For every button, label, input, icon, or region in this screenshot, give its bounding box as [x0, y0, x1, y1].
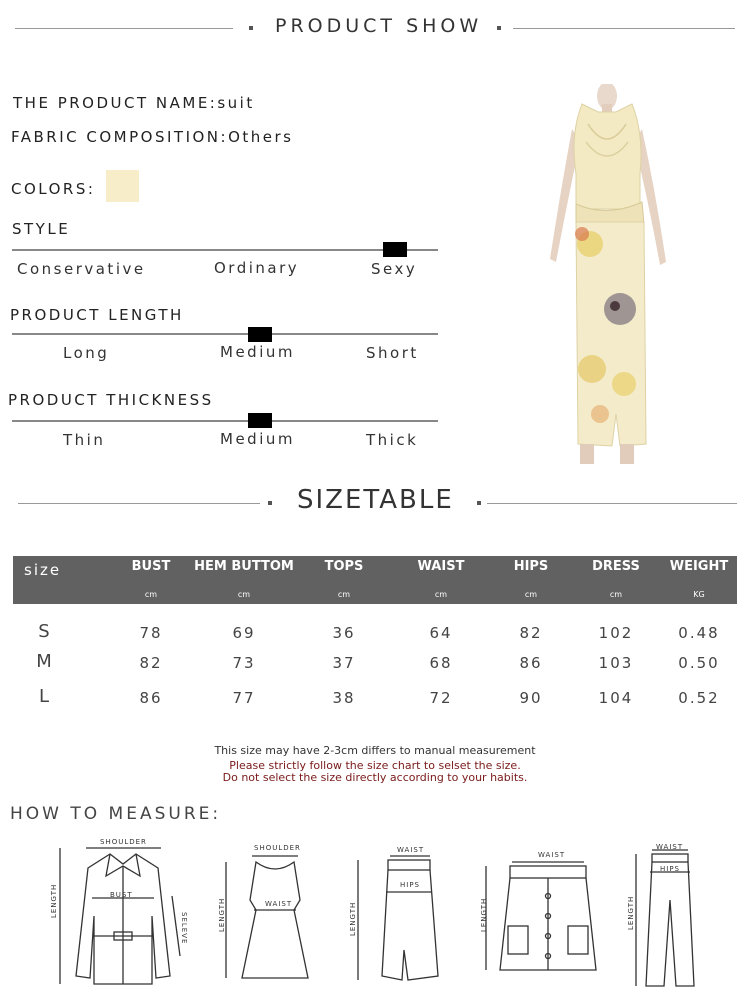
- label-shoulder: SHOULDER: [100, 838, 147, 846]
- trousers-figure: [624, 840, 724, 992]
- unit-dress: cm: [609, 590, 623, 599]
- cell: 38: [332, 689, 356, 707]
- cell: 0.52: [678, 689, 720, 707]
- thickness-option-medium: Medium: [220, 430, 295, 448]
- cell: 90: [519, 689, 543, 707]
- thickness-option-thick: Thick: [366, 431, 419, 449]
- unit-waist: cm: [434, 590, 448, 599]
- cell: 103: [598, 654, 634, 672]
- col-tops: TOPS: [324, 559, 364, 574]
- fabric-label: FABRIC COMPOSITION:: [11, 128, 229, 146]
- unit-bust: cm: [144, 590, 158, 599]
- warning-note-1: Please strictly follow the size chart to selset the size.: [229, 759, 521, 772]
- sizetable-title: SIZETABLE: [297, 485, 454, 515]
- length-slider-track: [12, 333, 438, 335]
- thickness-slider-knob[interactable]: [248, 413, 272, 428]
- sizetable-rule-left: [18, 503, 260, 504]
- cell: 82: [519, 624, 543, 642]
- col-hips: HIPS: [513, 559, 549, 574]
- cell: 37: [332, 654, 356, 672]
- cell: 72: [429, 689, 453, 707]
- cell: 36: [332, 624, 356, 642]
- measurement-note: This size may have 2-3cm differs to manual measurement: [214, 744, 536, 757]
- style-option-ordinary: Ordinary: [214, 259, 300, 277]
- thickness-label: PRODUCT THICKNESS: [8, 391, 214, 409]
- how-to-measure-title: HOW TO MEASURE:: [10, 804, 222, 824]
- header-bullet-left: [249, 26, 253, 30]
- col-waist: WAIST: [417, 559, 465, 574]
- jacket-drawing: [48, 836, 198, 996]
- label-length: LENGTH: [50, 883, 58, 918]
- cell: 0.48: [678, 624, 720, 642]
- style-slider-track: [12, 249, 438, 251]
- label-waist: WAIST: [397, 846, 425, 854]
- label-hips: HIPS: [400, 881, 420, 889]
- style-option-conservative: Conservative: [17, 260, 146, 278]
- cell: 78: [139, 624, 163, 642]
- row-size: M: [36, 651, 54, 672]
- unit-weight: KG: [693, 590, 705, 599]
- header-rule-right: [513, 28, 735, 29]
- col-dress: DRESS: [592, 559, 640, 574]
- unit-hips: cm: [524, 590, 538, 599]
- cell: 64: [429, 624, 453, 642]
- cell: 82: [139, 654, 163, 672]
- label-sleeve: SELEVE: [180, 912, 188, 945]
- col-size: size: [24, 561, 62, 579]
- cell: 104: [598, 689, 634, 707]
- label-waist: WAIST: [656, 843, 684, 851]
- unit-tops: cm: [337, 590, 351, 599]
- page-title: PRODUCT SHOW: [275, 15, 483, 37]
- label-length: LENGTH: [627, 895, 635, 930]
- length-option-long: Long: [63, 344, 110, 362]
- cell: 102: [598, 624, 634, 642]
- dress-figure: [216, 842, 326, 992]
- label-waist: WAIST: [265, 900, 293, 908]
- cell: 77: [232, 689, 256, 707]
- col-weight: WEIGHT: [669, 559, 729, 574]
- label-shoulder: SHOULDER: [254, 844, 301, 852]
- length-label: PRODUCT LENGTH: [10, 306, 184, 324]
- row-size: L: [38, 686, 52, 707]
- fabric-value: Others: [228, 128, 294, 146]
- cell: 73: [232, 654, 256, 672]
- button-skirt-drawing: [478, 848, 608, 978]
- thickness-option-thin: Thin: [63, 431, 106, 449]
- label-length: LENGTH: [349, 901, 357, 936]
- trousers-drawing: [624, 840, 724, 992]
- product-name-row: [13, 94, 255, 112]
- header-bullet-right: [497, 26, 501, 30]
- label-bust: BUST: [110, 891, 133, 899]
- label-length: LENGTH: [480, 897, 488, 932]
- product-name-value: suit: [217, 94, 255, 112]
- colors-label: COLORS:: [11, 180, 96, 198]
- product-name-label: THE PRODUCT NAME:: [13, 94, 218, 112]
- col-hem-buttom: HEM BUTTOM: [194, 559, 294, 574]
- cell: 68: [429, 654, 453, 672]
- sizetable-rule-right: [487, 503, 737, 504]
- style-slider-knob[interactable]: [383, 242, 407, 257]
- cell: 86: [139, 689, 163, 707]
- product-photo: [520, 84, 695, 469]
- length-option-short: Short: [366, 344, 419, 362]
- skirt-figure: [346, 846, 446, 991]
- style-option-sexy: Sexy: [371, 260, 418, 278]
- label-waist: WAIST: [538, 851, 566, 859]
- cell: 86: [519, 654, 543, 672]
- dress-drawing: [216, 842, 326, 992]
- row-size: S: [38, 621, 52, 642]
- unit-hem-buttom: cm: [237, 590, 251, 599]
- length-option-medium: Medium: [220, 343, 295, 361]
- jacket-figure: [48, 836, 198, 996]
- header-rule-left: [15, 28, 233, 29]
- skirt-drawing: [346, 846, 446, 991]
- sizetable-bullet-right: [477, 501, 481, 505]
- sizetable-bullet-left: [268, 501, 272, 505]
- button-skirt-figure: [478, 848, 608, 978]
- label-length: LENGTH: [218, 897, 226, 932]
- color-swatch[interactable]: [106, 170, 139, 202]
- warning-note-2: Do not select the size directly according to your habits.: [222, 771, 528, 784]
- cell: 0.50: [678, 654, 720, 672]
- thickness-slider-track: [12, 420, 438, 422]
- style-label: STYLE: [12, 220, 71, 238]
- cell: 69: [232, 624, 256, 642]
- fabric-row: [11, 128, 293, 146]
- col-bust: BUST: [131, 559, 171, 574]
- label-hips: HIPS: [660, 865, 680, 873]
- length-slider-knob[interactable]: [248, 327, 272, 342]
